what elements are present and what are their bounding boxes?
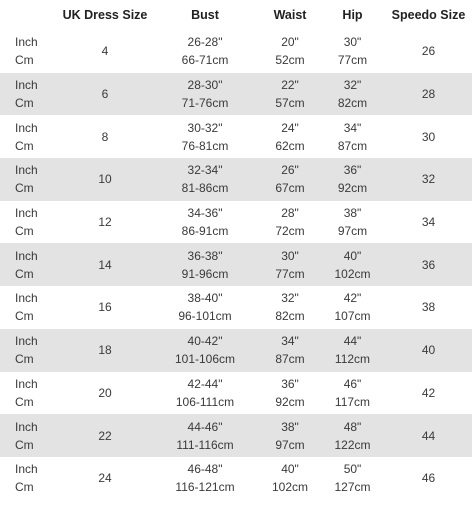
uk-size-value: 12: [98, 215, 112, 230]
unit-cm-label: Cm: [15, 53, 34, 68]
waist-cm-value: 67cm: [275, 181, 305, 196]
bust-cm-value: 101-106cm: [174, 352, 236, 367]
unit-cell: [0, 76, 60, 112]
waist-cell: [260, 119, 320, 155]
hip-cm-value: 92cm: [337, 181, 368, 196]
unit-inch-label: Inch: [15, 376, 38, 391]
uk-size-value: 18: [98, 343, 112, 358]
bust-cm-value: 106-111cm: [175, 394, 235, 409]
speedo-size-value: 42: [421, 385, 436, 400]
speedo-size-cell: [385, 85, 472, 103]
table-row: [0, 457, 472, 500]
unit-inch-label: Inch: [15, 35, 38, 50]
bust-cell: [150, 289, 260, 325]
bust-cell: [150, 375, 260, 411]
bust-cell: [150, 332, 260, 368]
waist-inch-value: 38": [281, 419, 299, 434]
speedo-size-value: 36: [421, 257, 436, 272]
hip-inch-value: 32": [343, 78, 362, 93]
uk-size-value: 22: [98, 428, 112, 443]
table-row: [0, 201, 472, 244]
waist-inch-value: 36": [281, 376, 299, 391]
hip-cm-value: 117cm: [334, 394, 371, 409]
unit-cell: [0, 375, 60, 411]
hip-cell: [320, 119, 385, 155]
table-row: [0, 372, 472, 415]
table-row: [0, 73, 472, 116]
bust-inch-value: 40-42": [187, 334, 223, 349]
bust-cell: [150, 204, 260, 240]
uk-size-cell: [60, 85, 150, 103]
unit-inch-label: Inch: [15, 248, 38, 263]
unit-cell: [0, 460, 60, 496]
bust-inch-value: 32-34": [187, 163, 223, 178]
hip-cell: [320, 332, 385, 368]
bust-inch-value: 26-28": [187, 35, 223, 50]
table-row: [0, 243, 472, 286]
uk-size-cell: [60, 298, 150, 316]
speedo-size-cell: [385, 128, 472, 146]
hip-cm-value: 112cm: [334, 352, 371, 367]
hip-cm-value: 122cm: [334, 437, 371, 452]
unit-cell: [0, 289, 60, 325]
hip-cm-value: 102cm: [334, 266, 371, 281]
bust-inch-value: 30-32": [187, 120, 223, 135]
waist-cell: [260, 375, 320, 411]
unit-inch-label: Inch: [15, 462, 38, 477]
waist-cell: [260, 76, 320, 112]
hip-cell: [320, 161, 385, 197]
waist-cm-value: 62cm: [275, 138, 305, 153]
hip-inch-value: 42": [343, 291, 362, 306]
bust-cm-value: 66-71cm: [181, 53, 229, 68]
unit-cm-label: Cm: [15, 437, 34, 452]
hip-cell: [320, 247, 385, 283]
waist-inch-value: 30": [281, 248, 299, 263]
bust-inch-value: 36-38": [187, 248, 223, 263]
uk-size-cell: [60, 341, 150, 359]
unit-cell: [0, 33, 60, 69]
table-row: [0, 115, 472, 158]
waist-cell: [260, 247, 320, 283]
unit-inch-label: Inch: [15, 78, 38, 93]
speedo-size-value: 32: [421, 172, 436, 187]
bust-inch-value: 34-36": [187, 206, 223, 221]
speedo-size-value: 44: [421, 428, 436, 443]
waist-inch-value: 40": [281, 462, 299, 477]
unit-cm-label: Cm: [15, 224, 34, 239]
bust-cm-value: 76-81cm: [181, 138, 229, 153]
unit-cell: [0, 418, 60, 454]
uk-size-value: 10: [98, 172, 112, 187]
waist-inch-value: 24": [281, 120, 299, 135]
waist-cell: [260, 204, 320, 240]
uk-size-value: 6: [101, 87, 109, 102]
bust-cell: [150, 76, 260, 112]
waist-cell: [260, 161, 320, 197]
table-row: [0, 30, 472, 73]
unit-cell: [0, 247, 60, 283]
unit-inch-label: Inch: [15, 291, 38, 306]
uk-size-value: 24: [98, 471, 112, 486]
hip-cell: [320, 418, 385, 454]
waist-cm-value: 57cm: [275, 96, 305, 111]
hip-cm-value: 127cm: [334, 480, 371, 495]
uk-size-cell: [60, 128, 150, 146]
bust-cm-value: 81-86cm: [181, 181, 229, 196]
speedo-size-value: 38: [421, 300, 436, 315]
table-body: [0, 30, 472, 500]
header-uk-dress-size: UK Dress Size: [62, 8, 148, 22]
hip-inch-value: 50": [343, 462, 362, 477]
bust-cm-value: 111-116cm: [176, 437, 234, 452]
hip-inch-value: 30": [343, 35, 362, 50]
speedo-size-cell: [385, 384, 472, 402]
unit-cell: [0, 332, 60, 368]
bust-inch-value: 28-30": [187, 78, 223, 93]
table-row: [0, 329, 472, 372]
waist-cm-value: 102cm: [271, 480, 309, 495]
waist-inch-value: 20": [281, 35, 299, 50]
bust-inch-value: 42-44": [187, 376, 223, 391]
hip-cell: [320, 289, 385, 325]
hip-inch-value: 48": [343, 419, 362, 434]
waist-inch-value: 22": [281, 78, 299, 93]
hip-cm-value: 82cm: [337, 96, 368, 111]
uk-size-cell: [60, 256, 150, 274]
table-row: [0, 286, 472, 329]
uk-size-cell: [60, 170, 150, 188]
speedo-size-value: 26: [421, 44, 436, 59]
bust-cell: [150, 418, 260, 454]
hip-inch-value: 44": [343, 334, 362, 349]
speedo-size-value: 40: [421, 343, 436, 358]
unit-cell: [0, 119, 60, 155]
uk-size-value: 20: [98, 385, 112, 400]
bust-cm-value: 71-76cm: [181, 96, 229, 111]
unit-inch-label: Inch: [15, 163, 38, 178]
waist-cm-value: 82cm: [275, 309, 305, 324]
uk-size-value: 4: [101, 44, 109, 59]
bust-cell: [150, 33, 260, 69]
waist-cm-value: 97cm: [275, 437, 305, 452]
uk-size-value: 16: [98, 300, 112, 315]
waist-cm-value: 52cm: [275, 53, 305, 68]
unit-cm-label: Cm: [15, 309, 34, 324]
bust-cm-value: 96-101cm: [178, 309, 232, 324]
bust-inch-value: 46-48": [187, 462, 223, 477]
waist-inch-value: 32": [281, 291, 299, 306]
unit-cm-label: Cm: [15, 266, 34, 281]
waist-cell: [260, 289, 320, 325]
uk-size-cell: [60, 469, 150, 487]
header-hip: Hip: [342, 8, 363, 22]
hip-inch-value: 36": [343, 163, 362, 178]
bust-cm-value: 91-96cm: [181, 266, 229, 281]
header-waist: Waist: [273, 8, 307, 22]
bust-cell: [150, 247, 260, 283]
speedo-size-value: 28: [421, 87, 436, 102]
unit-cell: [0, 161, 60, 197]
hip-cell: [320, 76, 385, 112]
unit-cm-label: Cm: [15, 96, 34, 111]
uk-size-cell: [60, 42, 150, 60]
hip-inch-value: 46": [343, 376, 362, 391]
unit-inch-label: Inch: [15, 206, 38, 221]
waist-cell: [260, 332, 320, 368]
bust-inch-value: 38-40": [187, 291, 223, 306]
waist-cell: [260, 33, 320, 69]
waist-cm-value: 72cm: [275, 224, 305, 239]
hip-inch-value: 40": [343, 248, 362, 263]
hip-cell: [320, 204, 385, 240]
bust-cm-value: 86-91cm: [181, 224, 229, 239]
unit-inch-label: Inch: [15, 120, 38, 135]
header-bust: Bust: [191, 8, 219, 22]
unit-cm-label: Cm: [15, 138, 34, 153]
unit-cell: [0, 204, 60, 240]
hip-cell: [320, 460, 385, 496]
waist-cm-value: 77cm: [275, 266, 305, 281]
speedo-size-value: 30: [421, 129, 436, 144]
waist-cm-value: 92cm: [275, 394, 305, 409]
bust-inch-value: 44-46": [187, 419, 223, 434]
unit-cm-label: Cm: [15, 352, 34, 367]
speedo-size-value: 34: [421, 215, 436, 230]
hip-cm-value: 77cm: [337, 53, 368, 68]
speedo-size-cell: [385, 298, 472, 316]
waist-inch-value: 26": [281, 163, 299, 178]
bust-cell: [150, 119, 260, 155]
speedo-size-cell: [385, 427, 472, 445]
hip-cell: [320, 33, 385, 69]
hip-inch-value: 34": [343, 120, 362, 135]
uk-size-value: 14: [98, 257, 112, 272]
speedo-size-cell: [385, 42, 472, 60]
unit-cm-label: Cm: [15, 181, 34, 196]
unit-inch-label: Inch: [15, 334, 38, 349]
uk-size-cell: [60, 384, 150, 402]
bust-cm-value: 116-121cm: [175, 480, 235, 495]
header-speedo-size: Speedo Size: [391, 8, 466, 22]
bust-cell: [150, 161, 260, 197]
speedo-size-cell: [385, 213, 472, 231]
waist-cell: [260, 418, 320, 454]
unit-cm-label: Cm: [15, 394, 34, 409]
speedo-size-cell: [385, 170, 472, 188]
table-header-row: [0, 0, 472, 30]
hip-cm-value: 97cm: [337, 224, 368, 239]
hip-cm-value: 87cm: [337, 138, 368, 153]
uk-size-cell: [60, 213, 150, 231]
speedo-size-cell: [385, 256, 472, 274]
unit-cm-label: Cm: [15, 480, 34, 495]
bust-cell: [150, 460, 260, 496]
hip-cm-value: 107cm: [334, 309, 371, 324]
speedo-size-value: 46: [421, 471, 436, 486]
waist-cm-value: 87cm: [275, 352, 305, 367]
uk-size-cell: [60, 427, 150, 445]
unit-inch-label: Inch: [15, 419, 38, 434]
table-row: [0, 158, 472, 201]
speedo-size-cell: [385, 341, 472, 359]
uk-size-value: 8: [101, 129, 109, 144]
waist-cell: [260, 460, 320, 496]
hip-inch-value: 38": [343, 206, 362, 221]
waist-inch-value: 28": [281, 206, 299, 221]
speedo-size-cell: [385, 469, 472, 487]
waist-inch-value: 34": [281, 334, 299, 349]
hip-cell: [320, 375, 385, 411]
table-row: [0, 414, 472, 457]
